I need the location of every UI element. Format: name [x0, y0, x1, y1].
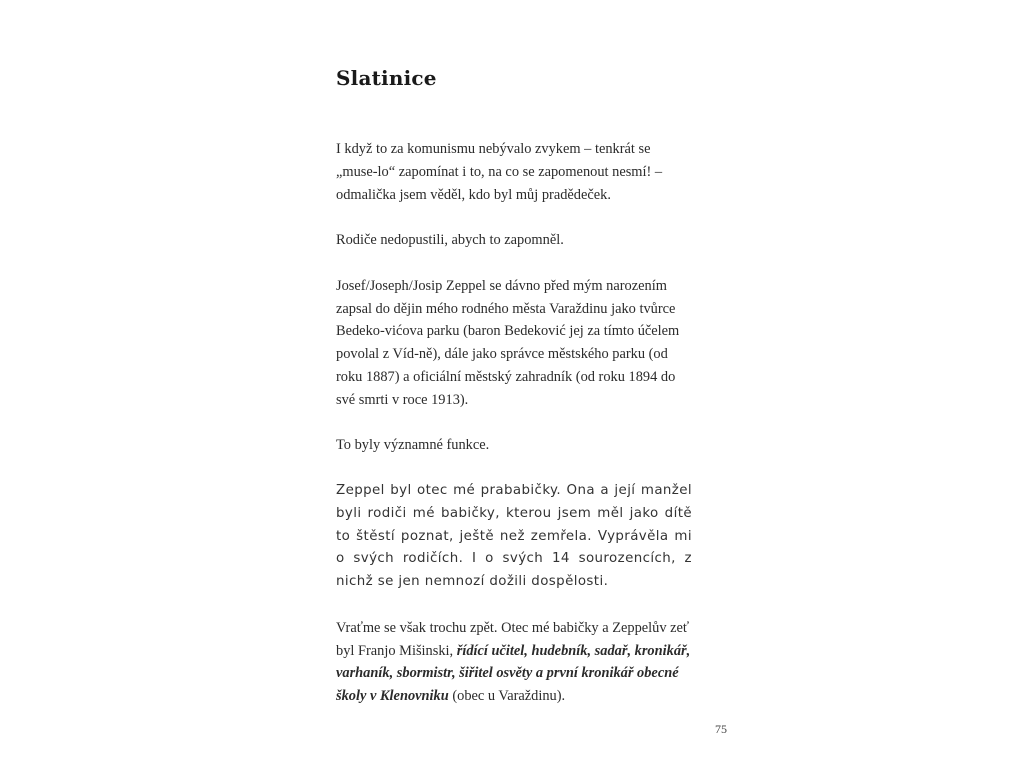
chapter-title: Slatinice	[336, 66, 437, 90]
paragraph-5: Zeppel byl otec mé prababičky. Ona a její manžel byli rodiči mé babičky, kterou jsem měl jako dítě to štěstí poznat, ještě než zemřela. Vyprávěla mi o svých rodičích. I o svých 14 sourozencích, z nichž se jen nemnozí dožili dospělosti.	[336, 482, 692, 590]
body-text	[336, 138, 692, 731]
paragraph-4: To byly významné funkce.	[336, 437, 490, 454]
paragraph-6-emphasis: řídící učitel, hudebník, sadař, kronikář, varhaník, sbormistr, šiřitel osvěty a první kronikář obecné školy v Klenovniku	[336, 642, 691, 705]
paragraph-2: Rodiče nedopustili, abych to zapomněl.	[336, 232, 564, 249]
paragraph-6-outro: (obec u Varaždinu).	[448, 688, 566, 705]
paragraph-1: I když to za komunismu nebývalo zvykem – tenkrát se „muse-lo“ zapomínat i to, na co se zapomenout nesmí! – odmalička jsem věděl, kdo byl můj pradědeček.	[336, 141, 663, 203]
paragraph-3: Josef/Joseph/Josip Zeppel se dávno před mým narozením zapsal do dějin mého rodného města Varaždinu jako tvůrce Bedeko-vićova parku (baron Bedeković jej za tímto účelem povolal z Víd-ně), dále jako správce městského parku (od roku 1887) a oficiální městský zahradník (od roku 1894 do své smrti v roce 1913).	[336, 277, 680, 408]
page-number: 75	[715, 722, 727, 736]
paragraph-6-intro: Vraťme se však trochu zpět. Otec mé babičky a Zeppelův zeť byl Franjo Mišinski,	[336, 619, 690, 659]
paragraph-6	[336, 617, 692, 708]
